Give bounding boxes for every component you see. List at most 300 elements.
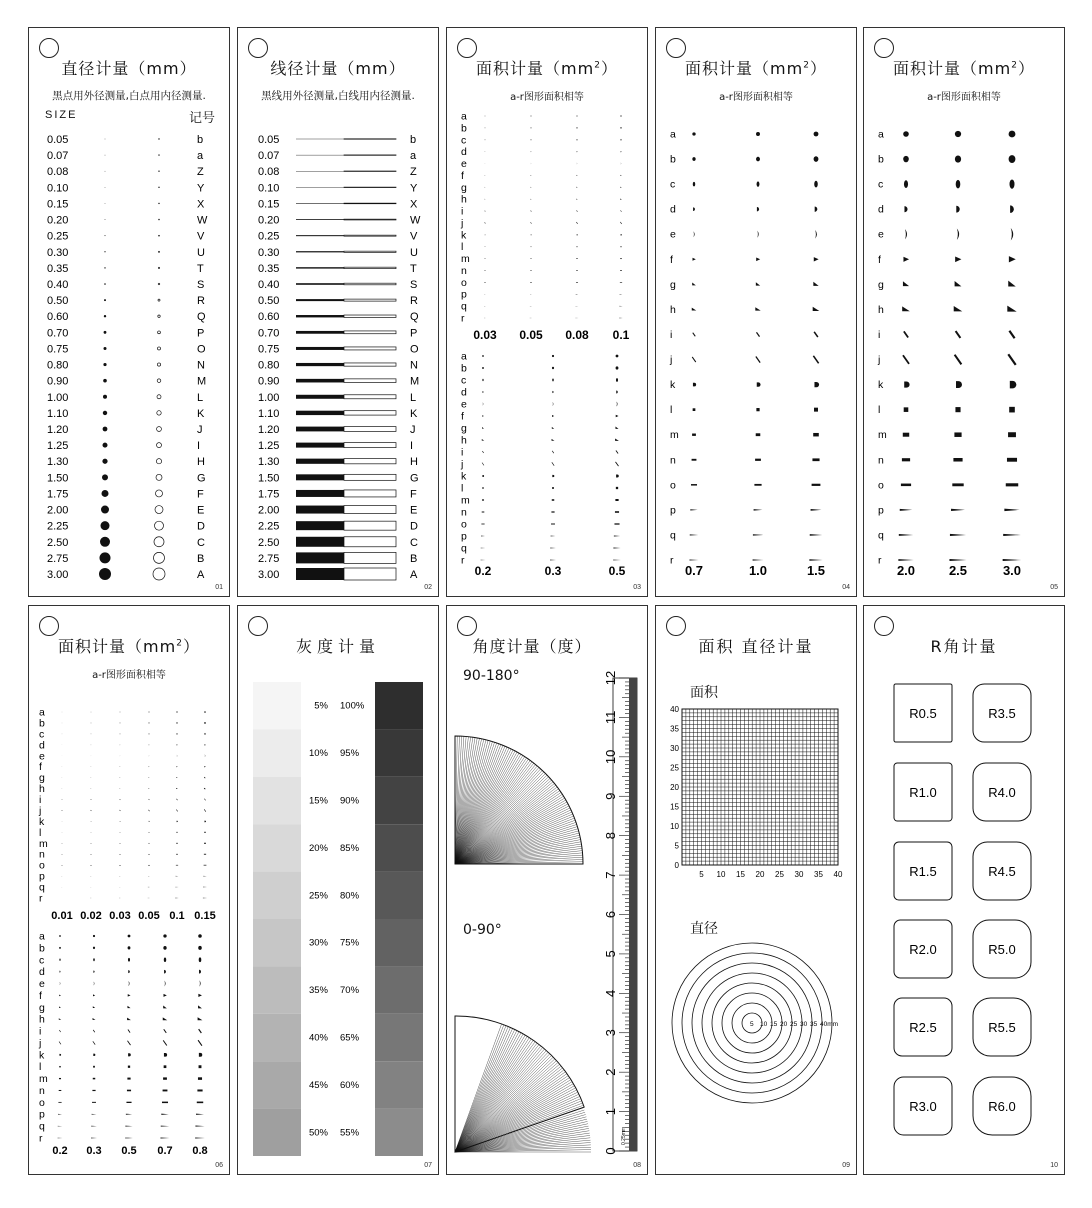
area-mark <box>1004 509 1019 512</box>
area-mark <box>812 458 819 461</box>
black-dot <box>105 187 106 188</box>
size-label: 0.25 <box>258 230 280 243</box>
area-mark <box>576 175 577 176</box>
letter-label: m <box>878 429 887 442</box>
gray-label: 40% <box>308 1032 328 1044</box>
white-line <box>344 568 396 580</box>
code-label: A <box>410 569 418 581</box>
size-label: 1.00 <box>47 391 69 404</box>
letter-label: n <box>670 454 676 467</box>
grid-y-label: 25 <box>670 763 679 773</box>
white-dot <box>156 459 161 464</box>
area-mark <box>120 723 121 724</box>
gray-swatch <box>375 872 423 919</box>
area-mark <box>163 1005 167 1008</box>
area-mark <box>163 1090 168 1092</box>
area-mark <box>1007 306 1016 312</box>
area-mark <box>950 534 966 536</box>
code-label: a <box>197 150 204 163</box>
code-label: J <box>410 424 416 436</box>
letter-label: i <box>878 328 881 341</box>
white-dot <box>159 187 160 188</box>
gray-label: 30% <box>308 937 328 949</box>
area-mark <box>59 1018 61 1020</box>
circle-label: 30 <box>800 1021 808 1028</box>
area-mark <box>481 536 485 537</box>
grid-y-label: 10 <box>670 822 679 831</box>
area-mark <box>620 198 622 199</box>
area-mark <box>128 981 129 986</box>
gray-label: 20% <box>308 842 328 854</box>
card-wire-gauge <box>237 27 439 597</box>
code-label: E <box>197 504 205 517</box>
area-mark <box>148 854 149 855</box>
column-label: 1.5 <box>806 563 826 578</box>
area-mark <box>902 306 910 311</box>
radius-label: R5.0 <box>988 942 1016 957</box>
area-mark <box>954 432 961 437</box>
code-label: W <box>410 214 421 227</box>
letter-label: e <box>39 750 45 763</box>
radius-label: R4.5 <box>988 864 1016 879</box>
area-mark <box>59 1066 60 1067</box>
radius-label: R5.5 <box>988 1020 1016 1035</box>
white-line <box>344 331 396 334</box>
area-mark <box>953 458 962 462</box>
area-mark <box>691 484 697 486</box>
area-mark <box>93 1066 95 1068</box>
area-mark <box>552 475 554 477</box>
black-line <box>296 203 344 204</box>
black-line <box>296 251 344 252</box>
area-mark <box>1009 155 1016 163</box>
area-mark <box>551 524 555 525</box>
area-mark <box>904 331 908 337</box>
area-mark <box>531 139 532 140</box>
white-dot <box>158 299 160 301</box>
area-mark <box>164 1053 167 1057</box>
grid-y-label: 35 <box>670 724 679 734</box>
area-mark <box>204 832 205 833</box>
radius-label: R2.0 <box>909 942 937 957</box>
area-mark <box>482 475 484 477</box>
white-line <box>344 459 396 464</box>
size-label: 0.75 <box>258 343 280 356</box>
white-line <box>344 474 396 480</box>
code-label: H <box>410 456 418 469</box>
letter-label: r <box>461 312 465 325</box>
area-mark <box>198 1017 203 1020</box>
area-mark <box>58 1114 62 1115</box>
letter-label: j <box>461 217 464 230</box>
black-dot <box>104 283 106 285</box>
area-mark <box>149 821 150 822</box>
letter-label: b <box>39 942 45 955</box>
code-label: O <box>197 343 206 356</box>
white-dot <box>158 267 159 268</box>
letter-label: b <box>461 362 467 375</box>
letter-label: o <box>39 859 45 872</box>
size-label: 0.08 <box>47 166 69 179</box>
area-mark <box>552 499 554 501</box>
letter-label: p <box>670 504 676 517</box>
area-mark <box>898 559 913 561</box>
area-mark <box>576 270 578 271</box>
gray-label: 70% <box>340 985 360 997</box>
card-radius <box>863 605 1065 1175</box>
area-mark <box>481 548 486 549</box>
area-mark <box>163 994 166 997</box>
size-label: 2.25 <box>47 520 69 533</box>
black-dot <box>105 219 106 220</box>
area-mark <box>176 843 177 844</box>
area-chart <box>656 28 858 598</box>
column-label: 0.3 <box>86 1145 102 1157</box>
area-mark <box>149 832 150 833</box>
grid-x-label: 35 <box>814 870 823 879</box>
acute-label: 0-90° <box>463 922 502 938</box>
card-number: 04 <box>842 584 850 591</box>
area-mark <box>620 258 621 259</box>
area-mark <box>692 357 696 362</box>
letter-label: r <box>39 1132 43 1145</box>
area-mark <box>1008 432 1016 437</box>
letter-label: q <box>461 300 467 313</box>
obtuse-label: 90-180° <box>463 668 520 684</box>
area-label: 面积 <box>690 685 718 701</box>
area-mark <box>199 1053 202 1057</box>
ruler-label: 7 <box>603 871 618 879</box>
code-label: N <box>197 359 205 372</box>
black-dot <box>101 521 110 530</box>
grid-y-label: 40 <box>670 705 679 714</box>
size-label: 1.10 <box>47 407 69 420</box>
column-label: 0.1 <box>612 328 630 342</box>
white-dot <box>158 331 161 334</box>
ruler-label: 2 <box>603 1068 618 1076</box>
grayscale-chart <box>238 606 440 1176</box>
card-number: 02 <box>424 584 432 591</box>
gray-label: 80% <box>340 890 360 902</box>
column-label: 0.1 <box>169 910 185 922</box>
area-mark <box>204 711 206 713</box>
gray-swatch <box>253 777 301 824</box>
area-mark <box>552 379 554 382</box>
area-mark <box>199 957 202 962</box>
area-mark <box>485 246 486 247</box>
area-mark <box>91 1138 97 1139</box>
area-mark <box>531 222 532 223</box>
area-mark <box>62 854 63 855</box>
area-mark <box>552 487 554 489</box>
area-mark <box>621 210 622 211</box>
gray-label: 50% <box>308 1127 328 1139</box>
black-line <box>296 395 344 399</box>
code-label: S <box>197 279 205 291</box>
area-mark <box>93 1030 95 1032</box>
black-dot <box>105 235 106 236</box>
letter-label: q <box>461 542 467 555</box>
code-label: A <box>197 569 205 581</box>
card-title: 面积 直径计量 <box>698 637 814 656</box>
area-mark <box>577 210 578 211</box>
area-mark <box>126 1102 131 1103</box>
grid-x-label: 30 <box>794 870 804 879</box>
black-dot <box>103 395 107 399</box>
area-mark <box>531 116 532 117</box>
letter-label: e <box>670 228 676 241</box>
area-mark <box>149 799 150 800</box>
area-mark <box>900 509 912 511</box>
black-dot <box>104 331 107 334</box>
area-mark <box>161 1114 168 1115</box>
area-chart <box>447 28 649 598</box>
card-subtitle: 黑点用外径测量,白点用内径测量. <box>52 90 206 102</box>
area-mark <box>204 854 206 855</box>
grid-chart <box>656 606 858 1176</box>
area-mark <box>952 483 963 486</box>
black-line <box>296 521 344 530</box>
radius-label: R6.0 <box>988 1099 1016 1114</box>
area-mark <box>482 355 484 357</box>
area-mark <box>1008 281 1015 287</box>
area-mark <box>58 1138 63 1139</box>
area-mark <box>485 187 486 188</box>
size-label: 1.50 <box>47 472 69 485</box>
letter-label: e <box>461 158 467 171</box>
area-mark <box>576 115 577 116</box>
grid-x-label: 20 <box>755 870 765 879</box>
black-dot <box>104 267 105 268</box>
code-label: V <box>410 230 418 243</box>
ruler-label: 10 <box>603 749 618 765</box>
black-line <box>296 537 344 547</box>
gray-swatch <box>253 966 301 1013</box>
column-label: 0.03 <box>109 910 131 922</box>
letter-label: p <box>461 530 467 543</box>
area-mark <box>552 367 554 369</box>
grid-y-label: 15 <box>670 802 679 812</box>
black-dot <box>105 171 106 172</box>
area-mark <box>756 433 761 436</box>
code-label: b <box>197 134 204 146</box>
letter-label: d <box>39 966 45 979</box>
black-dot <box>102 459 107 464</box>
area-mark <box>485 258 486 259</box>
size-label: 0.05 <box>47 134 69 146</box>
circle-label: 20 <box>780 1021 788 1028</box>
column-label: 1.0 <box>748 563 768 578</box>
area-mark <box>552 391 553 393</box>
black-line <box>296 283 344 285</box>
area-mark <box>59 1078 61 1079</box>
area-mark <box>120 810 121 811</box>
area-mark <box>149 733 150 734</box>
area-mark <box>163 1017 168 1020</box>
area-mark <box>176 788 178 789</box>
area-mark <box>753 534 763 535</box>
area-mark <box>198 1040 202 1045</box>
letter-label: c <box>39 954 45 967</box>
size-label: 3.00 <box>258 569 280 581</box>
area-mark <box>577 139 578 141</box>
grid-y-label: 30 <box>670 744 679 753</box>
area-mark <box>198 1005 202 1008</box>
code-label: M <box>410 375 420 388</box>
area-mark <box>955 155 961 162</box>
area-mark <box>1009 407 1015 413</box>
gray-swatch <box>375 1109 423 1156</box>
area-mark <box>59 1090 62 1091</box>
letter-label: i <box>670 328 673 341</box>
diameter-chart <box>29 28 231 598</box>
white-line <box>344 521 396 530</box>
grid-y-label: 5 <box>674 841 679 851</box>
letter-label: l <box>878 404 881 417</box>
size-label: 0.07 <box>258 150 280 163</box>
card-title: 面积计量$(mm^2)$ <box>58 637 200 656</box>
column-label: 0.7 <box>157 1145 173 1157</box>
size-label: 1.75 <box>47 488 69 501</box>
letter-label: d <box>461 386 467 399</box>
area-mark <box>198 946 202 950</box>
column-label: 2.0 <box>896 563 916 578</box>
circle-label: 10 <box>760 1021 768 1028</box>
area-mark <box>904 180 908 188</box>
area-mark <box>128 935 131 938</box>
size-label: 2.00 <box>258 504 280 517</box>
area-mark <box>757 207 759 211</box>
area-mark <box>127 1041 130 1045</box>
area-mark <box>757 181 760 186</box>
white-line <box>344 379 396 383</box>
size-label: 2.50 <box>47 536 69 549</box>
size-label: 0.35 <box>47 262 69 275</box>
area-mark <box>481 560 486 561</box>
code-label: B <box>410 552 418 565</box>
black-dot <box>103 411 107 415</box>
area-mark <box>164 981 165 987</box>
area-mark <box>199 1029 202 1033</box>
code-label: M <box>197 375 207 388</box>
white-dot <box>159 171 160 172</box>
grid-y-label: 20 <box>670 783 679 792</box>
area-mark <box>756 332 759 336</box>
size-label: 2.50 <box>258 536 280 549</box>
size-label: 0.90 <box>47 375 69 388</box>
letter-label: c <box>670 178 676 191</box>
letter-label: d <box>878 203 884 216</box>
white-dot <box>154 537 164 547</box>
area-mark <box>530 282 532 283</box>
code-label: U <box>197 246 205 259</box>
area-mark <box>484 270 485 271</box>
letter-label: g <box>461 422 467 435</box>
card-number: 10 <box>1050 1162 1058 1169</box>
code-label: T <box>197 262 204 275</box>
area-mark <box>756 132 760 136</box>
code-label: X <box>197 198 205 211</box>
code-label: a <box>410 150 417 163</box>
area-mark <box>689 559 698 560</box>
code-label: V <box>197 230 205 243</box>
area-mark <box>120 832 121 833</box>
area-mark <box>128 958 130 962</box>
letter-label: i <box>39 1025 42 1038</box>
area-mark <box>899 534 913 536</box>
area-mark <box>93 1054 95 1056</box>
code-label: R <box>197 295 205 308</box>
area-mark <box>1003 559 1022 561</box>
card-subtitle: a-r图形面积相等 <box>92 670 166 681</box>
card-subtitle: a-r图形面积相等 <box>719 92 793 103</box>
size-label: 0.05 <box>258 134 280 146</box>
letter-label: a <box>878 128 884 141</box>
area-mark <box>93 935 95 937</box>
area-mark <box>1010 179 1015 188</box>
code-label: O <box>410 343 419 356</box>
area-mark <box>91 821 92 822</box>
ruler-label: 5 <box>603 950 618 958</box>
column-label: 0.5 <box>608 564 626 578</box>
size-label: 0.80 <box>47 359 69 372</box>
column-label: 0.7 <box>684 563 704 578</box>
area-mark <box>197 1089 202 1091</box>
area-mark <box>120 843 121 844</box>
area-mark <box>59 935 61 937</box>
code-label: U <box>410 246 418 259</box>
size-label: 0.50 <box>47 295 69 308</box>
area-mark <box>198 994 202 997</box>
area-mark <box>199 980 200 986</box>
letter-label: f <box>878 253 881 266</box>
black-line <box>296 379 344 383</box>
grid-x-label: 25 <box>775 870 784 879</box>
black-line <box>296 552 344 563</box>
area-mark <box>811 509 822 511</box>
gray-label: 45% <box>308 1079 328 1091</box>
size-label: 2.25 <box>258 520 280 533</box>
black-dot <box>103 427 108 432</box>
white-dot <box>153 568 165 580</box>
size-label: 0.90 <box>258 375 280 388</box>
card-area-large <box>863 27 1065 597</box>
letter-label: r <box>670 554 674 567</box>
card-title: 面积计量$(mm^2)$ <box>685 59 827 78</box>
black-line <box>296 568 344 580</box>
area-mark <box>616 366 619 369</box>
letter-label: d <box>461 146 467 159</box>
size-label: 0.25 <box>47 230 69 243</box>
area-mark <box>482 451 483 453</box>
area-mark <box>91 854 92 855</box>
area-mark <box>93 947 95 949</box>
letter-label: m <box>461 253 470 266</box>
white-dot <box>157 411 161 415</box>
area-mark <box>91 810 92 811</box>
gray-swatch <box>375 966 423 1013</box>
letter-label: n <box>39 848 45 861</box>
letter-label: n <box>461 264 467 277</box>
size-label: 1.25 <box>258 440 280 453</box>
letter-label: g <box>461 181 467 194</box>
code-label: W <box>197 214 208 227</box>
area-mark <box>530 258 531 259</box>
white-dot <box>159 235 160 236</box>
area-mark <box>812 484 821 486</box>
area-mark <box>203 876 206 877</box>
white-line <box>344 552 396 563</box>
